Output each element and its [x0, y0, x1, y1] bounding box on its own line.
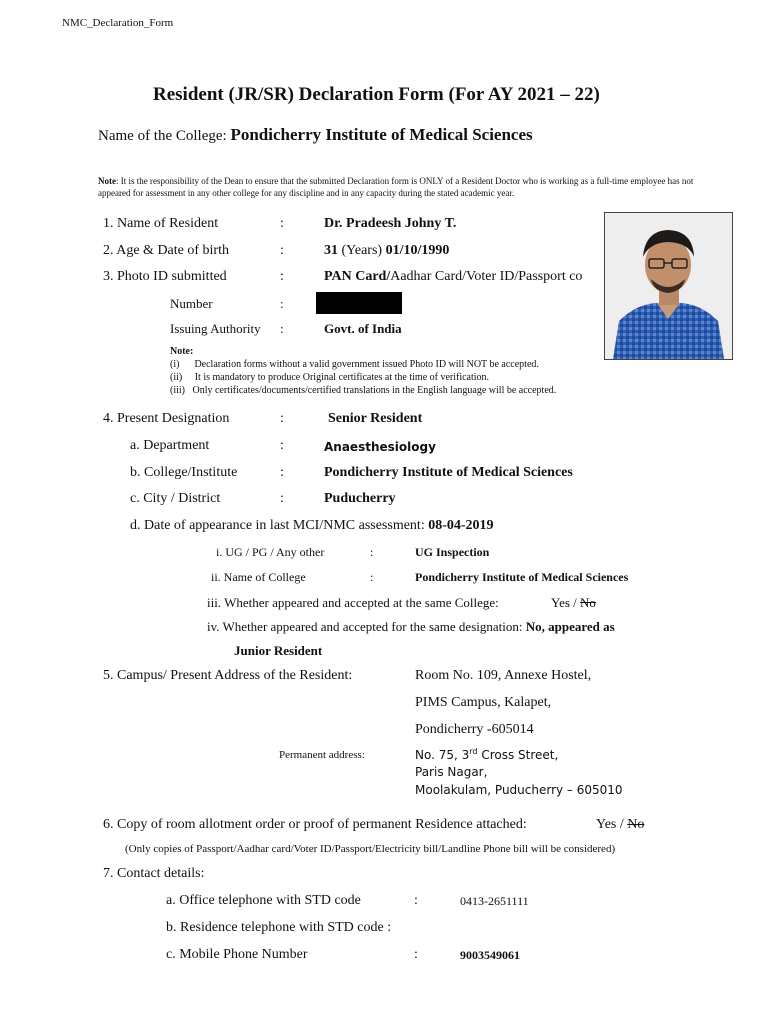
exam-type-value: UG Inspection [415, 545, 490, 559]
resident-photo-image [605, 213, 732, 359]
institute-value: Pondicherry Institute of Medical Sciences [324, 465, 573, 480]
id-note-heading: Note: [170, 346, 194, 357]
same-college-answer [551, 595, 596, 611]
room-proof-label: 6. Copy of room allotment order or proof of permanent Residence attached: [103, 817, 527, 832]
colon: : [414, 947, 418, 962]
perm-line1-pre: No. 75, 3 [415, 748, 470, 762]
top-note [98, 175, 698, 199]
permanent-address-line: Paris Nagar, [415, 765, 488, 779]
office-phone-label: a. Office telephone with STD code [166, 893, 361, 908]
institute-label: b. College/Institute [130, 465, 238, 480]
same-college-label: iii. Whether appeared and accepted at the same College: [207, 595, 499, 610]
colon: : [280, 438, 284, 453]
appearance-label: d. Date of appearance in last MCI/NMC assessment: [130, 518, 425, 533]
photo-id-label: 3. Photo ID submitted [103, 269, 227, 284]
top-note-label: Note [98, 176, 116, 186]
photo-id-selected: PAN Card/ [324, 269, 391, 284]
mobile-phone-label: c. Mobile Phone Number [166, 947, 308, 962]
id-note-line: (iii) Only certificates/documents/certified translations in the English language will be accepted. [170, 385, 557, 396]
photo-id-value [324, 269, 582, 285]
colon: : [280, 491, 284, 506]
city-value: Puducherry [324, 491, 396, 506]
exam-type-label: i. UG / PG / Any other [216, 545, 325, 559]
issuing-authority-label: Issuing Authority [170, 321, 261, 336]
colon: : [280, 269, 284, 284]
document-id: NMC_Declaration_Form [62, 17, 174, 29]
permanent-address-line: Moolakulam, Puducherry – 605010 [415, 783, 623, 797]
same-designation-value-cont: Junior Resident [234, 643, 323, 658]
residence-phone-label: b. Residence telephone with STD code : [166, 920, 392, 935]
present-address-label: 5. Campus/ Present Address of the Resident: [103, 668, 353, 683]
dob-value: 01/10/1990 [385, 243, 450, 258]
photo-id-options: Aadhar Card/Voter ID/Passport co [390, 269, 583, 284]
appearance-date: 08-04-2019 [428, 518, 494, 533]
perm-line1-post: Cross Street, [477, 748, 559, 762]
assessment-college-value: Pondicherry Institute of Medical Sciences [415, 570, 629, 584]
room-proof-no-struck: No [627, 817, 645, 832]
designation-value: Senior Resident [328, 411, 423, 426]
room-proof-answer [596, 817, 644, 833]
colon: : [280, 243, 284, 258]
name-label: 1. Name of Resident [103, 216, 219, 231]
permanent-address-label: Permanent address: [279, 749, 365, 761]
department-label: a. Department [130, 438, 210, 453]
room-proof-note: (Only copies of Passport/Aadhar card/Voter ID/Passport/Electricity bill/Landline Phone bill will be considered) [125, 843, 616, 855]
assessment-college-label: ii. Name of College [211, 570, 306, 584]
name-value: Dr. Pradeesh Johny T. [324, 216, 457, 231]
room-proof-yes: Yes / [596, 817, 624, 832]
appearance-row [130, 518, 494, 534]
present-address-line: PIMS Campus, Kalapet, [415, 695, 552, 710]
colon: : [280, 411, 284, 426]
contact-label: 7. Contact details: [103, 866, 205, 881]
present-address-line: Room No. 109, Annexe Hostel, [415, 668, 592, 683]
college-value: Pondicherry Institute of Medical Sciences [230, 125, 533, 144]
office-phone-value: 0413-2651111 [460, 894, 529, 908]
resident-photo [604, 212, 733, 360]
colon: : [370, 570, 374, 584]
designation-label: 4. Present Designation [103, 411, 230, 426]
id-note-line: (i) Declaration forms without a valid government issued Photo ID will NOT be accepted. [170, 359, 539, 370]
college-row [98, 125, 533, 145]
colon: : [414, 893, 418, 908]
age-label: 2. Age & Date of birth [103, 243, 229, 258]
perm-line1-sup: rd [469, 747, 478, 756]
id-number-label: Number [170, 296, 213, 311]
same-college-no-struck: No [580, 595, 596, 610]
department-value: Anaesthesiology [324, 440, 436, 454]
same-designation-value: No, appeared as [525, 619, 615, 634]
colon: : [370, 545, 374, 559]
colon: : [280, 465, 284, 480]
issuing-authority-value: Govt. of India [324, 321, 402, 336]
permanent-address-line [415, 747, 558, 762]
same-designation-label: iv. Whether appeared and accepted for the same designation: [207, 619, 523, 634]
age-value [324, 243, 449, 259]
age-number: 31 [324, 243, 338, 258]
city-label: c. City / District [130, 491, 221, 506]
colon: : [280, 321, 284, 336]
age-unit: (Years) [338, 243, 386, 258]
mobile-phone-value: 9003549061 [460, 948, 520, 962]
top-note-text: : It is the responsibility of the Dean to ensure that the submitted Declaration form is ONLY of a Resident Doctor who is working as a full-time employee has not appeared for assessment in any other college for any discipline and in any capacity during the stated academic year. [98, 176, 694, 198]
same-designation-row [207, 619, 615, 635]
same-college-yes: Yes / [551, 595, 577, 610]
colon: : [280, 216, 284, 231]
id-note-line: (ii) It is mandatory to produce Original certificates at the time of verification. [170, 372, 490, 383]
present-address-line: Pondicherry -605014 [415, 722, 534, 737]
colon: : [280, 296, 284, 311]
form-title: Resident (JR/SR) Declaration Form (For AY 2021 – 22) [153, 84, 600, 105]
redacted-id-number [316, 292, 402, 314]
college-label: Name of the College: [98, 128, 227, 144]
